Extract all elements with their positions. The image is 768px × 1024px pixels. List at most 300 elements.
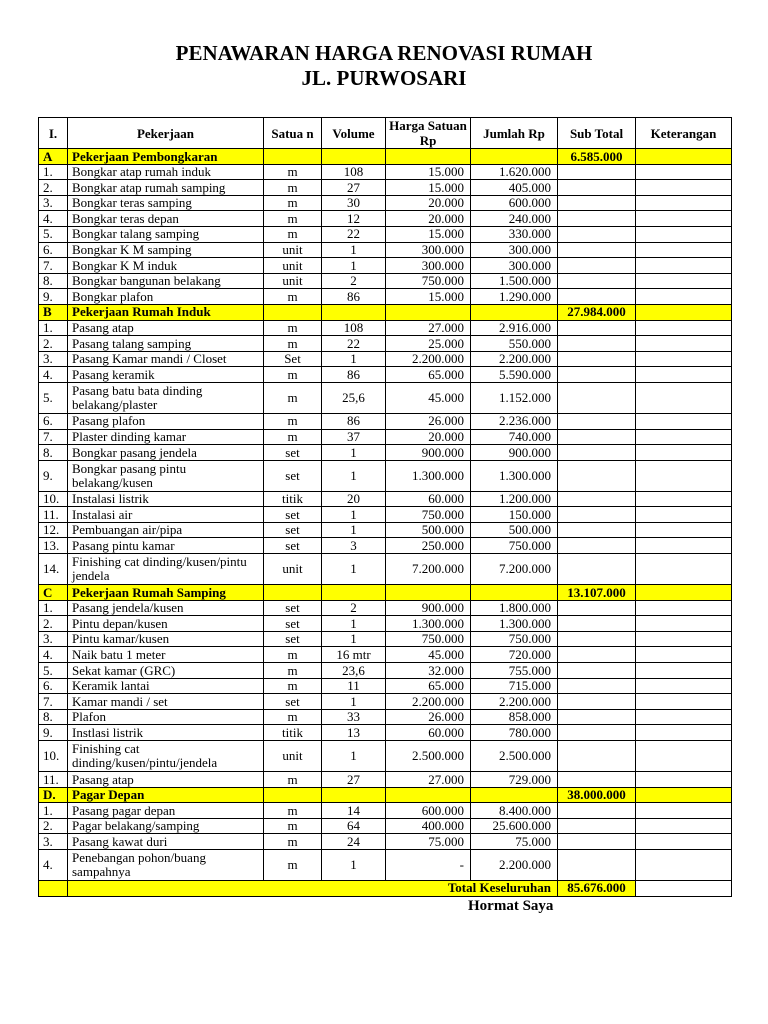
row-item: Bongkar plafon: [68, 289, 264, 305]
table-row: [39, 351, 732, 367]
row-unit-price: 600.000: [386, 803, 471, 819]
row-volume: 22: [322, 336, 386, 352]
row-unit: m: [264, 320, 322, 336]
row-volume: 2: [322, 600, 386, 616]
row-keterangan-empty: [636, 164, 732, 180]
row-unit: m: [264, 289, 322, 305]
table-row: [39, 211, 732, 227]
row-unit-price: 15.000: [386, 226, 471, 242]
row-amount: 750.000: [471, 631, 558, 647]
row-unit: set: [264, 600, 322, 616]
row-number: 8.: [39, 273, 68, 289]
row-subtotal-empty: [558, 538, 636, 554]
row-unit: set: [264, 538, 322, 554]
row-unit-price: 25.000: [386, 336, 471, 352]
row-keterangan-empty: [636, 709, 732, 725]
section-code: B: [39, 304, 68, 320]
row-number: 8.: [39, 445, 68, 461]
row-unit: set: [264, 507, 322, 523]
row-item: Naik batu 1 meter: [68, 647, 264, 663]
table-row: [39, 709, 732, 725]
row-item: Pasang plafon: [68, 413, 264, 429]
row-number: 9.: [39, 289, 68, 305]
row-unit-price: 500.000: [386, 522, 471, 538]
row-unit: set: [264, 694, 322, 710]
row-unit: m: [264, 663, 322, 679]
row-keterangan-empty: [636, 180, 732, 196]
row-unit-price: 60.000: [386, 491, 471, 507]
row-unit: m: [264, 647, 322, 663]
header-harga-satuan: Harga Satuan Rp: [386, 118, 471, 149]
header-keterangan: Keterangan: [636, 118, 732, 149]
row-amount: 1.300.000: [471, 460, 558, 491]
row-subtotal-empty: [558, 694, 636, 710]
row-unit-price: 900.000: [386, 600, 471, 616]
row-amount: 500.000: [471, 522, 558, 538]
row-unit: set: [264, 445, 322, 461]
row-volume: 108: [322, 164, 386, 180]
row-amount: 240.000: [471, 211, 558, 227]
section-name: Pekerjaan Rumah Induk: [68, 304, 264, 320]
table-row: [39, 320, 732, 336]
row-number: 7.: [39, 258, 68, 274]
row-subtotal-empty: [558, 554, 636, 585]
table-row: [39, 273, 732, 289]
empty-cell: [322, 304, 386, 320]
header-jumlah: Jumlah Rp: [471, 118, 558, 149]
row-amount: 25.600.000: [471, 818, 558, 834]
row-amount: 755.000: [471, 663, 558, 679]
row-amount: 740.000: [471, 429, 558, 445]
row-unit: unit: [264, 273, 322, 289]
row-unit-price: 15.000: [386, 180, 471, 196]
table-header-row: [39, 118, 732, 149]
table-row: [39, 258, 732, 274]
row-unit-price: 900.000: [386, 445, 471, 461]
row-keterangan-empty: [636, 507, 732, 523]
row-unit: m: [264, 429, 322, 445]
row-keterangan-empty: [636, 258, 732, 274]
row-volume: 1: [322, 849, 386, 880]
row-unit: m: [264, 195, 322, 211]
table-row: [39, 772, 732, 788]
row-item: Plafon: [68, 709, 264, 725]
row-amount: 330.000: [471, 226, 558, 242]
row-unit: m: [264, 834, 322, 850]
row-subtotal-empty: [558, 834, 636, 850]
row-keterangan-empty: [636, 211, 732, 227]
row-volume: 86: [322, 413, 386, 429]
row-number: 7.: [39, 694, 68, 710]
empty-cell: [636, 585, 732, 601]
row-amount: 1.800.000: [471, 600, 558, 616]
row-keterangan-empty: [636, 320, 732, 336]
empty-cell: [471, 149, 558, 165]
row-amount: 780.000: [471, 725, 558, 741]
row-unit: m: [264, 803, 322, 819]
header-no: I.: [39, 118, 68, 149]
table-row: [39, 522, 732, 538]
row-amount: 858.000: [471, 709, 558, 725]
row-keterangan-empty: [636, 336, 732, 352]
row-amount: 2.236.000: [471, 413, 558, 429]
row-number: 2.: [39, 336, 68, 352]
row-item: Bongkar K M samping: [68, 242, 264, 258]
section-subtotal: 38.000.000: [558, 787, 636, 803]
table-row: [39, 367, 732, 383]
table-row: [39, 818, 732, 834]
row-number: 3.: [39, 195, 68, 211]
row-unit: m: [264, 413, 322, 429]
row-keterangan-empty: [636, 647, 732, 663]
row-number: 9.: [39, 460, 68, 491]
header-volume: Volume: [322, 118, 386, 149]
row-unit-price: -: [386, 849, 471, 880]
row-unit: m: [264, 772, 322, 788]
row-item: Bongkar teras depan: [68, 211, 264, 227]
row-volume: 23,6: [322, 663, 386, 679]
row-subtotal-empty: [558, 273, 636, 289]
row-item: Bongkar atap rumah samping: [68, 180, 264, 196]
row-unit-price: 65.000: [386, 678, 471, 694]
row-unit-price: 26.000: [386, 709, 471, 725]
row-number: 1.: [39, 803, 68, 819]
header-sub-total: Sub Total: [558, 118, 636, 149]
row-subtotal-empty: [558, 429, 636, 445]
empty-cell: [471, 787, 558, 803]
row-subtotal-empty: [558, 195, 636, 211]
row-subtotal-empty: [558, 725, 636, 741]
row-item: Pasang talang samping: [68, 336, 264, 352]
row-unit-price: 2.500.000: [386, 741, 471, 772]
row-unit-price: 26.000: [386, 413, 471, 429]
row-item: Pembuangan air/pipa: [68, 522, 264, 538]
row-subtotal-empty: [558, 818, 636, 834]
row-item: Pasang jendela/kusen: [68, 600, 264, 616]
row-volume: 1: [322, 507, 386, 523]
row-subtotal-empty: [558, 709, 636, 725]
row-item: Instalasi listrik: [68, 491, 264, 507]
row-number: 11.: [39, 507, 68, 523]
row-volume: 86: [322, 289, 386, 305]
empty-cell: [386, 304, 471, 320]
row-item: Finishing cat dinding/kusen/pintu/jendela: [68, 741, 264, 772]
document-subtitle: JL. PURWOSARI: [301, 66, 467, 90]
row-amount: 300.000: [471, 242, 558, 258]
table-row: [39, 180, 732, 196]
row-unit: titik: [264, 491, 322, 507]
row-unit: m: [264, 226, 322, 242]
row-amount: 1.500.000: [471, 273, 558, 289]
row-keterangan-empty: [636, 631, 732, 647]
row-keterangan-empty: [636, 818, 732, 834]
row-subtotal-empty: [558, 445, 636, 461]
row-number: 4.: [39, 849, 68, 880]
total-value: 85.676.000: [558, 880, 636, 896]
row-volume: 24: [322, 834, 386, 850]
row-keterangan-empty: [636, 741, 732, 772]
row-number: 14.: [39, 554, 68, 585]
row-subtotal-empty: [558, 491, 636, 507]
row-volume: 108: [322, 320, 386, 336]
row-subtotal-empty: [558, 382, 636, 413]
row-unit: m: [264, 818, 322, 834]
row-subtotal-empty: [558, 211, 636, 227]
empty-cell: [636, 880, 732, 896]
row-amount: 1.290.000: [471, 289, 558, 305]
empty-cell: [322, 787, 386, 803]
row-keterangan-empty: [636, 538, 732, 554]
empty-cell: [264, 149, 322, 165]
table-row: [39, 507, 732, 523]
row-subtotal-empty: [558, 631, 636, 647]
row-unit-price: 75.000: [386, 834, 471, 850]
row-unit: m: [264, 367, 322, 383]
row-volume: 1: [322, 741, 386, 772]
row-number: 4.: [39, 647, 68, 663]
row-unit-price: 15.000: [386, 289, 471, 305]
row-unit: m: [264, 180, 322, 196]
section-subtotal: 6.585.000: [558, 149, 636, 165]
row-unit: m: [264, 709, 322, 725]
row-number: 2.: [39, 818, 68, 834]
row-unit-price: 20.000: [386, 211, 471, 227]
row-unit: titik: [264, 725, 322, 741]
row-unit-price: 7.200.000: [386, 554, 471, 585]
table-row: [39, 849, 732, 880]
row-unit-price: 1.300.000: [386, 460, 471, 491]
row-item: Kamar mandi / set: [68, 694, 264, 710]
table-row: [39, 834, 732, 850]
row-item: Pintu depan/kusen: [68, 616, 264, 632]
empty-cell: [264, 585, 322, 601]
row-volume: 3: [322, 538, 386, 554]
row-item: Pintu kamar/kusen: [68, 631, 264, 647]
row-keterangan-empty: [636, 554, 732, 585]
row-volume: 1: [322, 694, 386, 710]
row-subtotal-empty: [558, 522, 636, 538]
row-subtotal-empty: [558, 336, 636, 352]
section-row: [39, 787, 732, 803]
section-row: [39, 585, 732, 601]
row-number: 11.: [39, 772, 68, 788]
row-keterangan-empty: [636, 522, 732, 538]
row-volume: 1: [322, 258, 386, 274]
row-amount: 300.000: [471, 258, 558, 274]
row-unit-price: 300.000: [386, 242, 471, 258]
table-row: [39, 803, 732, 819]
row-amount: 1.152.000: [471, 382, 558, 413]
row-number: 1.: [39, 164, 68, 180]
row-unit: m: [264, 211, 322, 227]
row-subtotal-empty: [558, 289, 636, 305]
row-volume: 27: [322, 180, 386, 196]
table-row: [39, 413, 732, 429]
table-row: [39, 382, 732, 413]
row-amount: 550.000: [471, 336, 558, 352]
section-name: Pekerjaan Rumah Samping: [68, 585, 264, 601]
price-offer-table: [38, 117, 732, 897]
row-amount: 1.200.000: [471, 491, 558, 507]
row-item: Bongkar teras samping: [68, 195, 264, 211]
row-number: 6.: [39, 242, 68, 258]
row-number: 6.: [39, 678, 68, 694]
row-item: Bongkar talang samping: [68, 226, 264, 242]
row-item: Sekat kamar (GRC): [68, 663, 264, 679]
row-volume: 1: [322, 460, 386, 491]
row-item: Plaster dinding kamar: [68, 429, 264, 445]
row-volume: 22: [322, 226, 386, 242]
row-subtotal-empty: [558, 600, 636, 616]
empty-cell: [471, 304, 558, 320]
row-unit-price: 45.000: [386, 382, 471, 413]
row-item: Penebangan pohon/buang sampahnya: [68, 849, 264, 880]
row-number: 8.: [39, 709, 68, 725]
row-subtotal-empty: [558, 507, 636, 523]
table-row: [39, 491, 732, 507]
row-volume: 14: [322, 803, 386, 819]
row-keterangan-empty: [636, 663, 732, 679]
row-amount: 2.200.000: [471, 694, 558, 710]
row-subtotal-empty: [558, 180, 636, 196]
row-unit: set: [264, 631, 322, 647]
row-number: 5.: [39, 382, 68, 413]
empty-cell: [471, 585, 558, 601]
row-volume: 37: [322, 429, 386, 445]
row-unit: m: [264, 336, 322, 352]
table-row: [39, 164, 732, 180]
total-label: Total Keseluruhan: [68, 880, 558, 896]
row-number: 10.: [39, 491, 68, 507]
row-amount: 720.000: [471, 647, 558, 663]
row-volume: 25,6: [322, 382, 386, 413]
row-volume: 30: [322, 195, 386, 211]
row-amount: 2.916.000: [471, 320, 558, 336]
row-keterangan-empty: [636, 226, 732, 242]
row-unit-price: 2.200.000: [386, 694, 471, 710]
section-name: Pekerjaan Pembongkaran: [68, 149, 264, 165]
section-code: C: [39, 585, 68, 601]
row-keterangan-empty: [636, 834, 732, 850]
empty-cell: [322, 585, 386, 601]
table-row: [39, 678, 732, 694]
row-keterangan-empty: [636, 382, 732, 413]
table-row: [39, 445, 732, 461]
row-item: Pasang batu bata dinding belakang/plaster: [68, 382, 264, 413]
table-row: [39, 538, 732, 554]
table-row: [39, 694, 732, 710]
row-subtotal-empty: [558, 164, 636, 180]
row-item: Bongkar K M induk: [68, 258, 264, 274]
row-number: 12.: [39, 522, 68, 538]
row-keterangan-empty: [636, 195, 732, 211]
empty-cell: [322, 149, 386, 165]
row-number: 13.: [39, 538, 68, 554]
row-amount: 600.000: [471, 195, 558, 211]
row-item: Pasang pintu kamar: [68, 538, 264, 554]
row-number: 3.: [39, 834, 68, 850]
document-title: PENAWARAN HARGA RENOVASI RUMAH: [175, 41, 593, 65]
section-code: A: [39, 149, 68, 165]
row-subtotal-empty: [558, 678, 636, 694]
row-amount: 750.000: [471, 538, 558, 554]
row-volume: 1: [322, 616, 386, 632]
row-item: Pasang kawat duri: [68, 834, 264, 850]
row-unit-price: 20.000: [386, 429, 471, 445]
row-unit-price: 27.000: [386, 772, 471, 788]
row-number: 5.: [39, 663, 68, 679]
row-keterangan-empty: [636, 413, 732, 429]
row-volume: 27: [322, 772, 386, 788]
row-unit-price: 20.000: [386, 195, 471, 211]
empty-cell: [39, 880, 68, 896]
row-volume: 64: [322, 818, 386, 834]
section-code: D.: [39, 787, 68, 803]
row-unit-price: 65.000: [386, 367, 471, 383]
row-subtotal-empty: [558, 849, 636, 880]
section-subtotal: 13.107.000: [558, 585, 636, 601]
row-item: Bongkar pasang pintu belakang/kusen: [68, 460, 264, 491]
table-row: [39, 647, 732, 663]
total-row: [39, 880, 732, 896]
row-amount: 2.500.000: [471, 741, 558, 772]
row-volume: 12: [322, 211, 386, 227]
row-subtotal-empty: [558, 226, 636, 242]
row-amount: 75.000: [471, 834, 558, 850]
section-subtotal: 27.984.000: [558, 304, 636, 320]
section-name: Pagar Depan: [68, 787, 264, 803]
empty-cell: [386, 149, 471, 165]
row-unit: set: [264, 460, 322, 491]
row-number: 5.: [39, 226, 68, 242]
empty-cell: [386, 585, 471, 601]
row-item: Pagar belakang/samping: [68, 818, 264, 834]
section-row: [39, 304, 732, 320]
row-number: 6.: [39, 413, 68, 429]
row-amount: 2.200.000: [471, 351, 558, 367]
row-unit-price: 60.000: [386, 725, 471, 741]
row-subtotal-empty: [558, 258, 636, 274]
row-amount: 715.000: [471, 678, 558, 694]
row-volume: 1: [322, 522, 386, 538]
row-item: Pasang atap: [68, 772, 264, 788]
header-satuan: Satua n: [264, 118, 322, 149]
empty-cell: [386, 787, 471, 803]
table-row: [39, 725, 732, 741]
table-row: [39, 741, 732, 772]
row-amount: 8.400.000: [471, 803, 558, 819]
row-keterangan-empty: [636, 367, 732, 383]
row-unit-price: 15.000: [386, 164, 471, 180]
row-item: Instalasi air: [68, 507, 264, 523]
row-volume: 1: [322, 351, 386, 367]
row-volume: 13: [322, 725, 386, 741]
row-keterangan-empty: [636, 351, 732, 367]
row-unit: m: [264, 164, 322, 180]
row-number: 10.: [39, 741, 68, 772]
row-volume: 1: [322, 631, 386, 647]
row-unit-price: 750.000: [386, 631, 471, 647]
row-unit-price: 27.000: [386, 320, 471, 336]
row-amount: 729.000: [471, 772, 558, 788]
row-amount: 5.590.000: [471, 367, 558, 383]
row-unit: unit: [264, 242, 322, 258]
row-subtotal-empty: [558, 460, 636, 491]
table-row: [39, 554, 732, 585]
row-keterangan-empty: [636, 849, 732, 880]
row-number: 3.: [39, 351, 68, 367]
row-unit-price: 300.000: [386, 258, 471, 274]
